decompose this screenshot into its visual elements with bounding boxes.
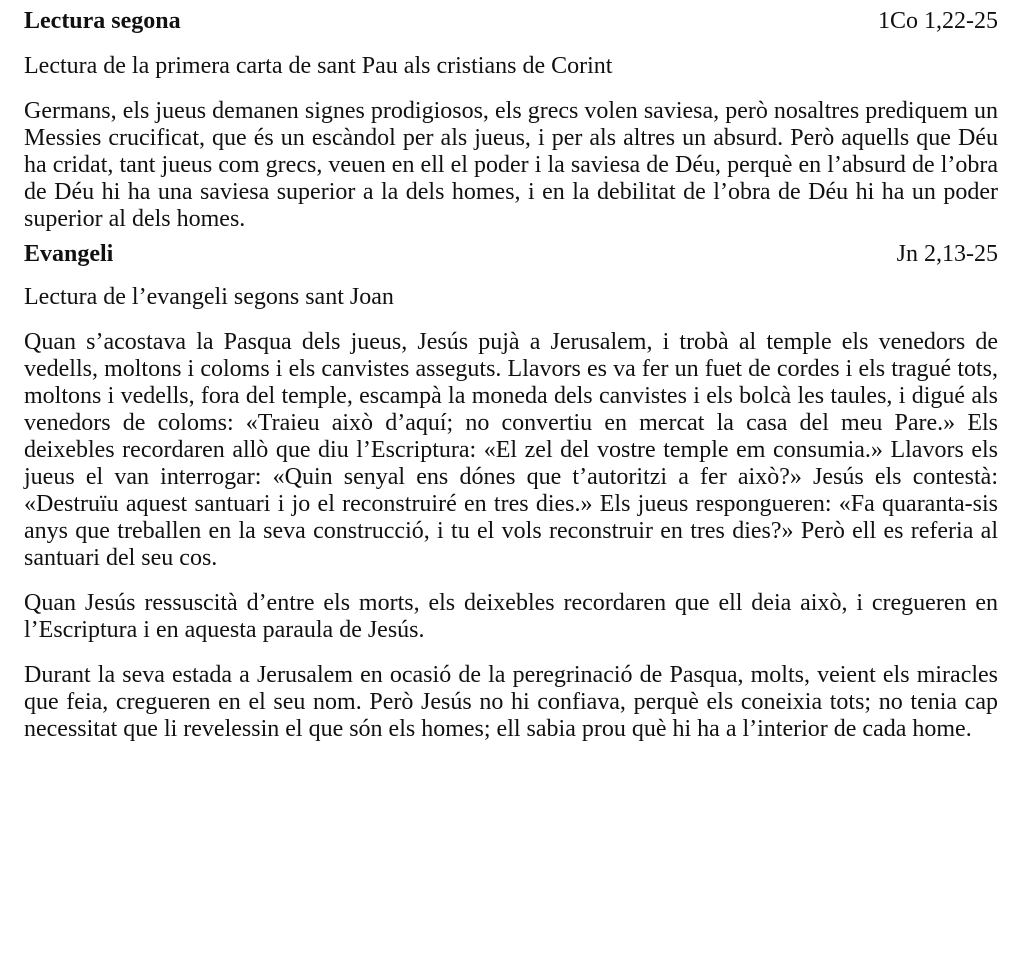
- gospel-paragraph: Durant la seva estada a Jerusalem en ocasió de la peregrinació de Pasqua, molts, veient els miracles que feia, cregueren en el seu nom. Però Jesús no hi confiava, perquè els coneixia tots; no tenia cap necessitat que li revelessin el que són els homes; ell sabia prou què hi ha a l’interior de cada home.: [24, 662, 998, 742]
- second-reading-title: Lectura segona: [24, 8, 181, 34]
- gospel-paragraph: Quan s’acostava la Pasqua dels jueus, Jesús pujà a Jerusalem, i trobà al temple els venedors de vedells, moltons i coloms i els canvistes asseguts. Llavors es va fer un fuet de cordes i els tragué tots, moltons i vedells, fora del temple, escampà la moneda dels canvistes i els bolcà les taules, i digué als venedors de coloms: «Traieu això d’aquí; no convertiu en mercat la casa del meu Pare.» Els deixebles recordaren allò que diu l’Escriptura: «El zel del vostre temple em consumia.» Llavors els jueus el van interrogar: «Quin senyal ens dónes que t’autoritzi a fer això?» Jesús els contestà: «Destruïu aquest santuari i jo el reconstruiré en tres dies.» Els jueus respongueren: «Fa quaranta-sis anys que treballen en la seva construcció, i tu el vols reconstruir en tres dies?» Però ell es referia al santuari del seu cos.: [24, 329, 998, 571]
- gospel-section: [24, 241, 998, 743]
- gospel-paragraph: Quan Jesús ressuscità d’entre els morts, els deixebles recordaren que ell deia això, i cregueren en l’Escriptura i en aquesta paraula de Jesús.: [24, 590, 998, 643]
- gospel-title: Evangeli: [24, 241, 114, 267]
- second-reading-paragraph: Germans, els jueus demanen signes prodigiosos, els grecs volen saviesa, però nosaltres prediquem un Messies crucificat, que és un escàndol per als jueus, i per als altres un absurd. Però aquells que Déu ha cridat, tant jueus com grecs, veuen en ell el poder i la saviesa de Déu, perquè en l’absurd de l’obra de Déu hi ha una saviesa superior a la dels homes, i en la debilitat de l’obra de Déu hi ha un poder superior al dels homes.: [24, 98, 998, 232]
- second-reading-heading: [24, 8, 998, 35]
- gospel-intro: Lectura de l’evangeli segons sant Joan: [24, 284, 394, 310]
- gospel-heading: [24, 241, 998, 268]
- second-reading-reference: 1Co 1,22-25: [878, 8, 998, 34]
- gospel-reference: Jn 2,13-25: [896, 241, 998, 267]
- second-reading-section: [24, 8, 998, 233]
- second-reading-intro: Lectura de la primera carta de sant Pau als cristians de Corint: [24, 53, 613, 79]
